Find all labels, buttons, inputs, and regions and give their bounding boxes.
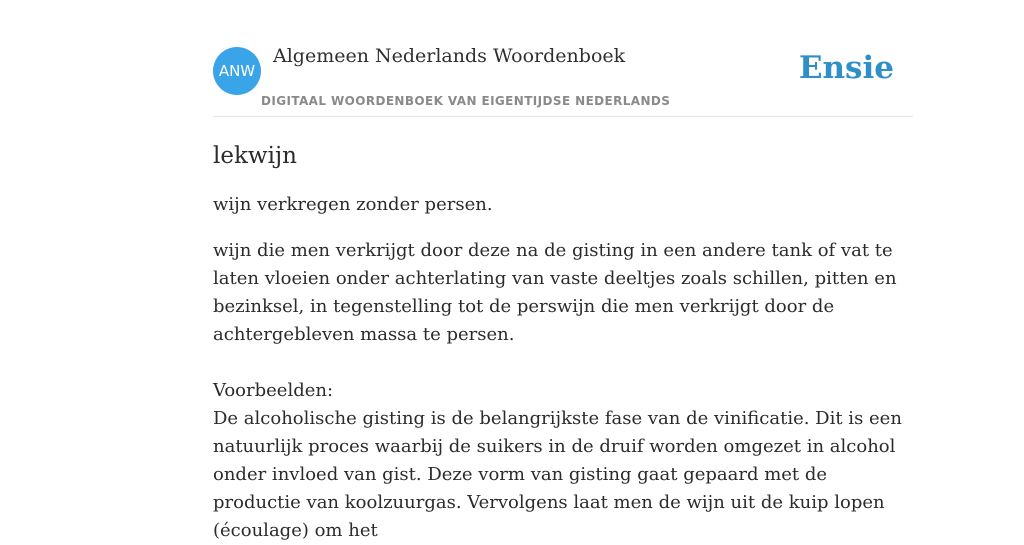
entry-examples [213, 377, 913, 545]
site-header [213, 0, 913, 117]
site-title: Algemeen Nederlands Woordenboek [273, 45, 626, 67]
anw-logo[interactable]: ANW [213, 47, 261, 95]
site-subtitle: DIGITAAL WOORDENBOEK VAN EIGENTIJDSE NEDERLANDS [261, 94, 671, 108]
ensie-brand-link[interactable]: Ensie [798, 50, 894, 86]
page [213, 0, 913, 545]
entry-description: wijn die men verkrijgt door deze na de gisting in een andere tank of vat te laten vloeien onder achterlating van vaste deeltjes zoals schillen, pitten en bezinksel, in tegenstelling tot de perswijn die men verkrijgt door de achtergebleven massa te persen. [213, 240, 897, 345]
examples-label: Voorbeelden: [213, 380, 334, 401]
examples-text: De alcoholische gisting is de belangrijkste fase van de vinificatie. Dit is een natuurlijk proces waarbij de suikers in de druif worden omgezet in alcohol onder invloed van gist. Deze vorm van gisting gaat gepaard met de productie van koolzuurgas. Vervolgens laat men de wijn uit de kuip lopen (écoulage) om het [213, 408, 902, 541]
entry-definition: wijn verkregen zonder persen. [213, 194, 493, 215]
entry-headword: lekwijn [213, 143, 297, 169]
